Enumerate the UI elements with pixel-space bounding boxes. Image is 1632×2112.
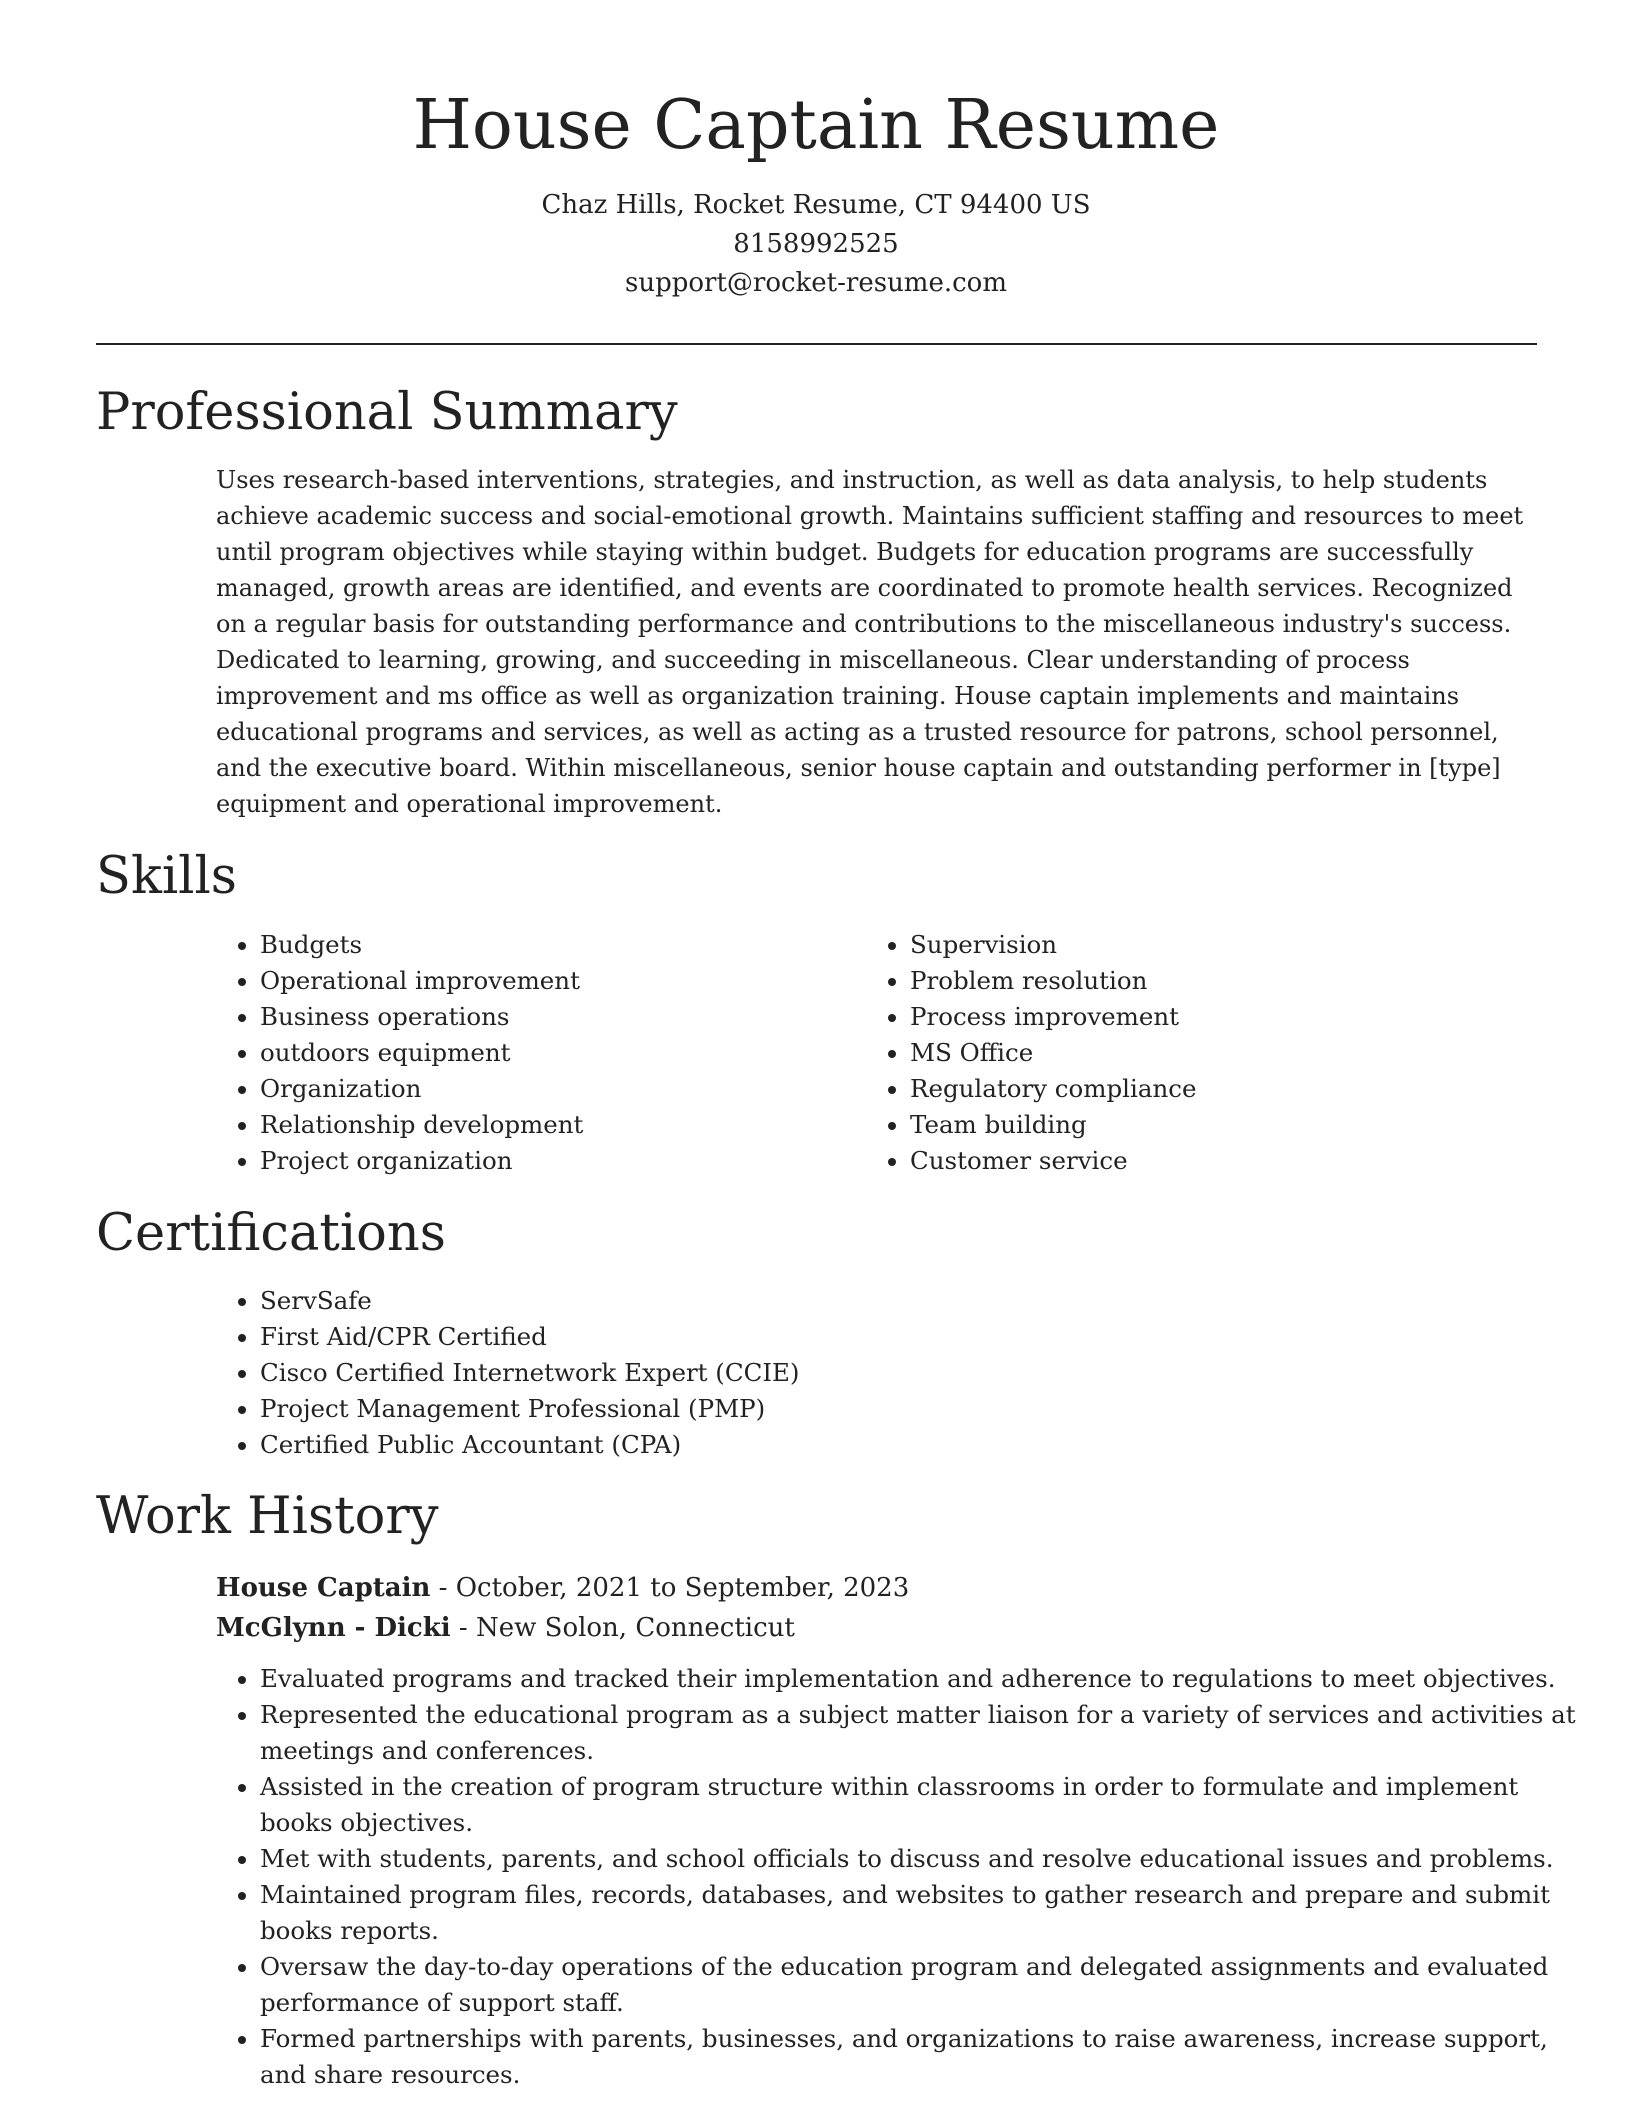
job-employer-line [216,1608,795,1648]
employer-location: - New Solon, Connecticut [450,1613,795,1643]
list-item: • Operational improvement [260,963,860,999]
list-item: • Cisco Certified Internetwork Expert (CCIE) [260,1355,1460,1391]
summary-text: Uses research-based interventions, strategies, and instruction, as well as data analysis, to help students achieve academic success and social-emotional growth. Maintains sufficient staffing and resources to meet until program objectives while staying within budget. Budgets for education programs are successfully managed, growth areas are identified, and events are coordinated to promote health services. Recognized on a regular basis for outstanding performance and contributions to the miscellaneous industry's success. Dedicated to learning, growing, and succeeding in miscellaneous. Clear understanding of process improvement and ms office as well as organization training. House captain implements and maintains educational programs and services, as well as acting as a trusted resource for patrons, school personnel, and the executive board. Within miscellaneous, senior house captain and outstanding performer in [type] equipment and operational improvement. [216,466,1524,818]
resume-header [0,82,1632,303]
contact-address: Chaz Hills, Rocket Resume, CT 94400 US [541,190,1091,220]
list-item: • Maintained program files, records, databases, and websites to gather research and prepare and submit books reports. [260,1877,1585,1949]
list-item: • First Aid/CPR Certified [260,1319,1460,1355]
contact-phone: 8158992525 [733,229,899,259]
list-item: • Customer service [910,1143,1510,1179]
list-item: • MS Office [910,1035,1510,1071]
list-item: • Process improvement [910,999,1510,1035]
list-item: • ServSafe [260,1283,1460,1319]
certifications-list [216,1283,1460,1463]
list-item: • Organization [260,1071,860,1107]
list-item: • Met with students, parents, and school officials to discuss and resolve educational issues and problems. [260,1841,1585,1877]
work-history-heading: Work History [96,1487,439,1546]
skills-list-right [866,927,1510,1179]
list-item: • Problem resolution [910,963,1510,999]
contact-block [0,186,1632,303]
skills-heading: Skills [96,847,237,906]
list-item: • Evaluated programs and tracked their implementation and adherence to regulations to meet objectives. [260,1661,1585,1697]
contact-email: support@rocket-resume.com [624,268,1007,298]
list-item: • Relationship development [260,1107,860,1143]
list-item: • Regulatory compliance [910,1071,1510,1107]
job-title: House Captain [216,1573,431,1603]
job-dates: - October, 2021 to September, 2023 [430,1573,910,1603]
list-item: • Team building [910,1107,1510,1143]
list-item: • Represented the educational program as a subject matter liaison for a variety of services and activities at meetings and conferences. [260,1697,1585,1769]
list-item: • Oversaw the day-to-day operations of the education program and delegated assignments and evaluated performance of support staff. [260,1949,1585,2021]
list-item: • Certified Public Accountant (CPA) [260,1427,1460,1463]
list-item: • outdoors equipment [260,1035,860,1071]
list-item: • Project Management Professional (PMP) [260,1391,1460,1427]
list-item: • Budgets [260,927,860,963]
header-divider [96,343,1537,345]
employer-name: McGlynn - Dicki [216,1613,451,1643]
list-item: • Business operations [260,999,860,1035]
work-bullets [216,1661,1585,2093]
job-title-line [216,1568,909,1608]
list-item: • Supervision [910,927,1510,963]
skills-list-left [216,927,860,1179]
page-title: House Captain Resume [412,86,1220,165]
certifications-heading: Certifications [96,1204,446,1263]
list-item: • Project organization [260,1143,860,1179]
list-item: • Formed partnerships with parents, businesses, and organizations to raise awareness, increase support, and share resources. [260,2021,1585,2093]
list-item: • Assisted in the creation of program structure within classrooms in order to formulate and implement books objectives. [260,1769,1585,1841]
summary-heading: Professional Summary [96,383,678,442]
